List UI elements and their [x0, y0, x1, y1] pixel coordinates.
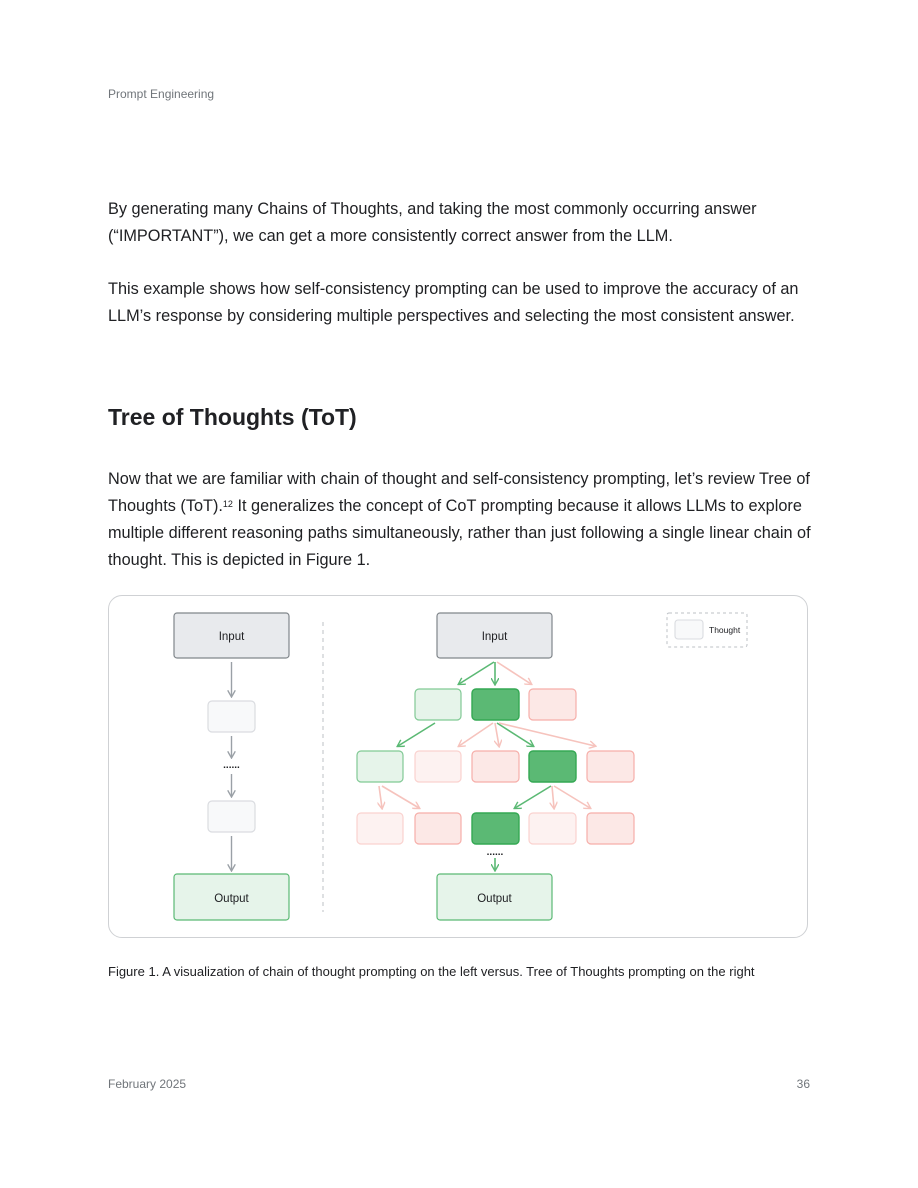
tot-input-label: Input [481, 631, 508, 643]
tot-thought-l1-1 [415, 689, 461, 720]
legend-thought-swatch [675, 620, 703, 639]
cot-ellipsis: ...... [223, 760, 240, 771]
tot-edge [515, 786, 551, 808]
tot-thought-l3-4 [529, 813, 576, 844]
figure-diagram [109, 596, 809, 939]
tot-edge [459, 662, 494, 684]
running-header: Prompt Engineering [108, 87, 215, 101]
tot-thought-l2-4 [529, 751, 576, 782]
paragraph-self-consistency-result: By generating many Chains of Thoughts, and taking the most commonly occurring answer (“IMPORTANT”), we can get a more consistently correct answer from the LLM. [108, 200, 757, 245]
tot-edge [495, 723, 499, 746]
tot-edge [459, 723, 493, 746]
tot-thought-l3-1 [357, 813, 403, 844]
paragraph-tot-intro [108, 466, 814, 574]
section-heading-tot: Tree of Thoughts (ToT) [108, 404, 357, 430]
paragraph-tot-intro-text-b: It generalizes the concept of CoT prompting because it allows LLMs to explore multiple different reasoning paths simultaneously, rather than just following a single linear chain of thought. This is depicted in Figure 1. [108, 497, 811, 569]
tot-edge [382, 786, 419, 808]
cot-chain [174, 613, 289, 920]
cot-thought-1 [208, 701, 255, 732]
cot-output-label: Output [214, 893, 249, 905]
tot-thought-l3-2 [415, 813, 461, 844]
tot-edge [554, 786, 590, 808]
tot-thought-l3-3 [472, 813, 519, 844]
tot-output-label: Output [477, 893, 512, 905]
tot-thought-l2-3 [472, 751, 519, 782]
footnote-ref[interactable]: 12 [222, 499, 233, 509]
tot-thought-l1-2 [472, 689, 519, 720]
tot-thought-l2-2 [415, 751, 461, 782]
tot-edge [552, 786, 554, 808]
figure-cot-vs-tot [108, 595, 808, 938]
legend-thought-label: Thought [709, 625, 741, 635]
tot-edge [398, 723, 435, 746]
tot-thought-l1-3 [529, 689, 576, 720]
tot-edge [497, 662, 531, 684]
tot-ellipsis: ...... [486, 847, 504, 858]
tot-thought-l2-5 [587, 751, 634, 782]
tot-tree [357, 613, 634, 920]
paragraph-self-consistency-summary: This example shows how self-consistency prompting can be used to improve the accuracy of an LLM’s response by considering multiple perspectives and selecting the most consistent answer. [108, 280, 799, 325]
page-number: 36 [796, 1077, 810, 1091]
figure-legend [667, 613, 747, 647]
tot-edge [379, 786, 382, 808]
tot-thought-l3-5 [587, 813, 634, 844]
tot-thought-l2-1 [357, 751, 403, 782]
footer-date: February 2025 [108, 1077, 187, 1091]
paragraph-tot-intro-text-a: Now that we are familiar with chain of thought and self-consistency prompting, let’s review Tree of Thoughts (ToT). [108, 470, 810, 515]
cot-thought-2 [208, 801, 255, 832]
tot-edge [499, 723, 595, 746]
cot-input-label: Input [218, 631, 245, 643]
figure-caption: Figure 1. A visualization of chain of thought prompting on the left versus. Tree of Thoughts prompting on the right [108, 964, 755, 979]
